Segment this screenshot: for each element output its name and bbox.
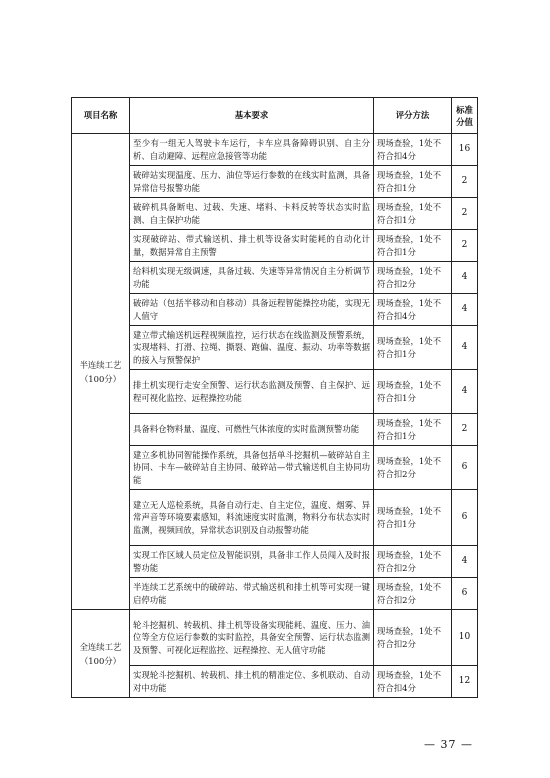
score-cell: 6 xyxy=(452,446,478,490)
requirement-cell: 实现轮斗挖掘机、转载机、排土机的精准定位、多机联动、自动对中功能 xyxy=(130,666,374,698)
table-row xyxy=(72,578,478,610)
page-number: — 37 — xyxy=(424,738,473,751)
score-cell: 12 xyxy=(452,666,478,698)
score-cell: 6 xyxy=(452,490,478,546)
table-row xyxy=(72,546,478,578)
requirement-cell: 建立带式输送机远程视频监控，运行状态在线监测及预警系统，实现堵料、打滑、拉绳、撕裂、跑偏、温度、振动、功率等数据的接入与预警保护 xyxy=(130,326,374,370)
table-row xyxy=(72,198,478,230)
header-score: 标准分值 xyxy=(452,98,478,134)
method-cell: 现场查验，1处不符合扣4分 xyxy=(374,294,452,326)
score-cell: 2 xyxy=(452,166,478,198)
table-row xyxy=(72,326,478,370)
method-cell: 现场查验，1处不符合扣4分 xyxy=(374,134,452,166)
method-cell: 现场查验，1处不符合扣2分 xyxy=(374,546,452,578)
header-requirement: 基本要求 xyxy=(130,98,374,134)
table-header-row xyxy=(72,98,478,134)
score-cell: 2 xyxy=(452,198,478,230)
score-cell: 10 xyxy=(452,610,478,666)
table-row xyxy=(72,610,478,666)
table-row xyxy=(72,414,478,446)
header-method: 评分方法 xyxy=(374,98,452,134)
requirement-cell: 建立无人巡检系统，具备自动行走、自主定位，温度、烟雾、异常声音等环境要素感知，料流速度实时监测，物料分布状态实时监测，视频回放，异常状态识别及自动报警功能 xyxy=(130,490,374,546)
requirement-cell: 给料机实现无级调速，具备过载、失速等异常情况自主分析调节功能 xyxy=(130,262,374,294)
table-row xyxy=(72,490,478,546)
method-cell: 现场查验，1处不符合扣1分 xyxy=(374,490,452,546)
method-cell: 现场查验，1处不符合扣1分 xyxy=(374,414,452,446)
table-row xyxy=(72,230,478,262)
method-cell: 现场查验，1处不符合扣1分 xyxy=(374,198,452,230)
method-cell: 现场查验，1处不符合扣2分 xyxy=(374,262,452,294)
table-row xyxy=(72,370,478,414)
score-cell: 4 xyxy=(452,370,478,414)
score-cell: 4 xyxy=(452,546,478,578)
requirement-cell: 破碎机具备断电、过载、失速、堵料、卡料反转等状态实时监测、自主保护功能 xyxy=(130,198,374,230)
table-row xyxy=(72,166,478,198)
section-name: 半连续工艺（100分） xyxy=(72,134,130,610)
table-row xyxy=(72,294,478,326)
method-cell: 现场查验，1处不符合扣2分 xyxy=(374,446,452,490)
method-cell: 现场查验，1处不符合扣2分 xyxy=(374,578,452,610)
requirement-cell: 破碎站实现温度、压力、油位等运行参数的在线实时监测，具备异常信号报警功能 xyxy=(130,166,374,198)
score-cell: 6 xyxy=(452,578,478,610)
table-row xyxy=(72,666,478,698)
score-cell: 2 xyxy=(452,230,478,262)
requirement-cell: 具备料仓物料量、温度、可燃性气体浓度的实时监测预警功能 xyxy=(130,414,374,446)
score-cell: 4 xyxy=(452,294,478,326)
requirement-cell: 实现破碎站、带式输送机、排土机等设备实时能耗的自动化计量，数据异常自主预警 xyxy=(130,230,374,262)
requirement-cell: 半连续工艺系统中的破碎站、带式输送机和排土机等可实现一键启停功能 xyxy=(130,578,374,610)
method-cell: 现场查验，1处不符合扣1分 xyxy=(374,166,452,198)
score-cell: 16 xyxy=(452,134,478,166)
requirement-cell: 排土机实现行走安全预警、运行状态监测及预警、自主保护、远程可视化监控、远程操控功能 xyxy=(130,370,374,414)
requirement-cell: 实现工作区域人员定位及智能识别，具备非工作人员闯入及时报警功能 xyxy=(130,546,374,578)
method-cell: 现场查验，1处不符合扣2分 xyxy=(374,610,452,666)
requirement-cell: 轮斗挖掘机、转载机、排土机等设备实现能耗、温度、压力、油位等全方位运行参数的实时监控，具备安全预警、运行状态监测及预警、可视化远程监控、远程操控、无人值守功能 xyxy=(130,610,374,666)
table-row xyxy=(72,134,478,166)
score-cell: 4 xyxy=(452,262,478,294)
scoring-table xyxy=(71,97,478,698)
score-cell: 2 xyxy=(452,414,478,446)
method-cell: 现场查验，1处不符合扣1分 xyxy=(374,230,452,262)
method-cell: 现场查验，1处不符合扣1分 xyxy=(374,370,452,414)
method-cell: 现场查验，1处不符合扣1分 xyxy=(374,326,452,370)
header-item: 项目名称 xyxy=(72,98,130,134)
scoring-table-container xyxy=(71,97,477,698)
method-cell: 现场查验，1处不符合扣4分 xyxy=(374,666,452,698)
table-row xyxy=(72,262,478,294)
score-cell: 4 xyxy=(452,326,478,370)
section-name: 全连续工艺（100分） xyxy=(72,610,130,698)
requirement-cell: 至少有一组无人驾驶卡车运行，卡车应具备障碍识别、自主分析、自动避障、远程应急接管等功能 xyxy=(130,134,374,166)
table-row xyxy=(72,446,478,490)
requirement-cell: 破碎站（包括半移动和自移动）具备远程智能操控功能，实现无人值守 xyxy=(130,294,374,326)
requirement-cell: 建立多机协同智能操作系统，具备包括单斗挖掘机—破碎站自主协同、卡车—破碎站自主协同、破碎站—带式输送机自主协同功能 xyxy=(130,446,374,490)
